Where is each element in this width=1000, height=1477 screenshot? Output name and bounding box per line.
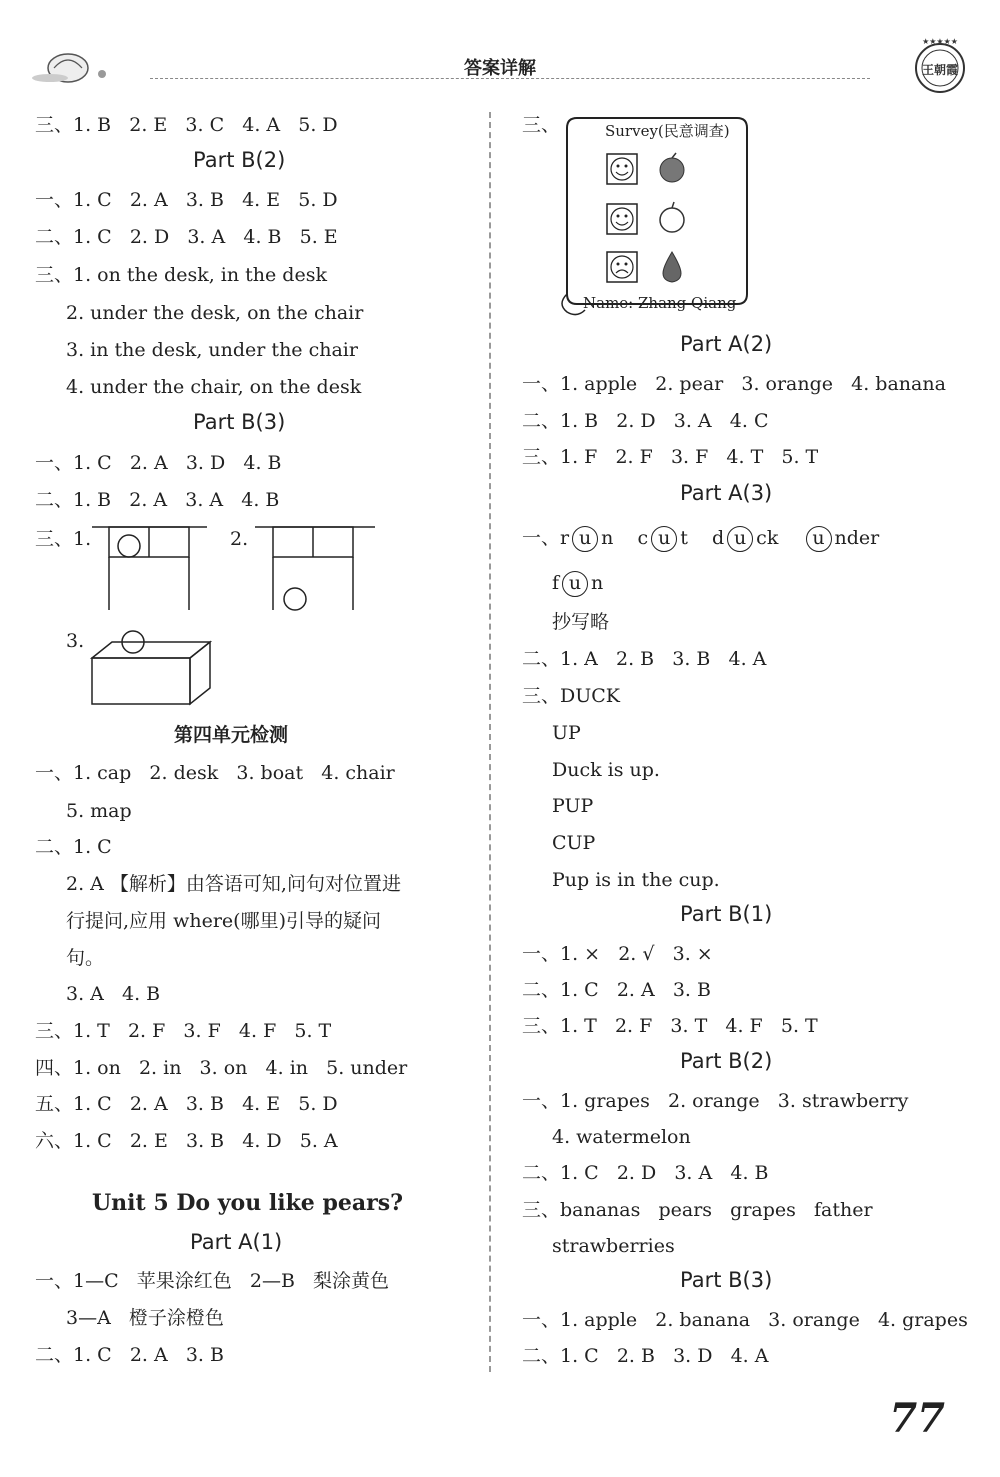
- circled-u: u: [806, 526, 832, 552]
- right-line-21: 三、bananas pears grapes father: [522, 1199, 873, 1221]
- left-line-3: 二、1. C 2. D 3. A 4. B 5. E: [35, 226, 338, 248]
- right-line-22: strawberries: [552, 1235, 675, 1257]
- right-line-3: 二、1. B 2. D 3. A 4. C: [522, 410, 769, 432]
- left-line-23: 一、1—C 苹果涂红色 2—B 梨涂黄色: [35, 1270, 390, 1292]
- left-line-12: 一、1. cap 2. desk 3. boat 4. chair: [35, 762, 395, 784]
- left-line-20: 四、1. on 2. in 3. on 4. in 5. under: [35, 1057, 408, 1079]
- heading-part-b3-left: Part B(3): [193, 410, 286, 434]
- right-line-15: 一、1. × 2. √ 3. ×: [522, 943, 713, 965]
- circled-u: u: [651, 526, 677, 552]
- page-number: 77: [889, 1395, 945, 1442]
- left-line-4: 三、1. on the desk, in the desk: [35, 264, 327, 286]
- right-line-19: 4. watermelon: [552, 1126, 691, 1148]
- circled-u: u: [572, 526, 598, 552]
- right-line-10: UP: [552, 722, 581, 744]
- left-line-19: 三、1. T 2. F 3. F 4. F 5. T: [35, 1020, 332, 1042]
- right-line-7: 抄写略: [552, 611, 610, 633]
- right-line-20: 二、1. C 2. D 3. A 4. B: [522, 1162, 769, 1184]
- right-line-6: f u n: [552, 570, 603, 597]
- left-line-16: 行提问,应用 where(哪里)引导的疑问: [66, 910, 381, 932]
- left-line-22: 六、1. C 2. E 3. B 4. D 5. A: [35, 1130, 338, 1152]
- right-line-4: 三、1. F 2. F 3. F 4. T 5. T: [522, 446, 819, 468]
- left-line-17: 句。: [66, 947, 105, 969]
- survey-name: Name: Zhang Qiang: [583, 294, 737, 312]
- left-line-14: 二、1. C: [35, 836, 112, 858]
- unit5-heading: Unit 5 Do you like pears?: [92, 1190, 403, 1216]
- column-divider: [489, 112, 491, 1372]
- svg-text:王朝霞: 王朝霞: [921, 63, 959, 77]
- left-line-21: 五、1. C 2. A 3. B 4. E 5. D: [35, 1093, 338, 1115]
- heading-part-b3-right: Part B(3): [680, 1268, 773, 1292]
- heading-part-a1: Part A(1): [190, 1230, 283, 1254]
- right-line-9: 三、DUCK: [522, 685, 620, 707]
- right-line-1: 三、: [522, 114, 561, 136]
- heading-part-a2: Part A(2): [680, 332, 773, 356]
- left-line-2: 一、1. C 2. A 3. B 4. E 5. D: [35, 189, 338, 211]
- left-line-8: 一、1. C 2. A 3. D 4. B: [35, 452, 282, 474]
- r5-prefix: 一、: [522, 527, 561, 549]
- right-line-2: 一、1. apple 2. pear 3. orange 4. banana: [522, 373, 946, 395]
- right-line-17: 三、1. T 2. F 3. T 4. F 5. T: [522, 1015, 818, 1037]
- right-line-11: Duck is up.: [552, 759, 660, 781]
- left-line-24: 3—A 橙子涂橙色: [66, 1307, 224, 1329]
- right-line-8: 二、1. A 2. B 3. B 4. A: [522, 648, 767, 670]
- left-line-5: 2. under the desk, on the chair: [66, 302, 364, 324]
- left-line-1: 三、1. B 2. E 3. C 4. A 5. D: [35, 114, 338, 136]
- left-line-7: 4. under the chair, on the desk: [66, 376, 362, 398]
- right-line-5: 一、r u n c u t d u ck u nder: [522, 525, 879, 552]
- heading-part-b2-right: Part B(2): [680, 1049, 773, 1073]
- unit4-test-heading: 第四单元检测: [174, 724, 289, 746]
- right-line-24: 二、1. C 2. B 3. D 4. A: [522, 1345, 769, 1367]
- heading-part-a3: Part A(3): [680, 481, 773, 505]
- circled-u: u: [727, 526, 753, 552]
- left-line-11: 3.: [66, 630, 85, 652]
- right-line-13: CUP: [552, 832, 596, 854]
- right-line-23: 一、1. apple 2. banana 3. orange 4. grapes: [522, 1309, 968, 1331]
- left-line-15: 2. A 【解析】由答语可知,问句对位置进: [66, 873, 401, 895]
- svg-text:★★★★★: ★★★★★: [922, 37, 958, 46]
- desk-drawing-1: [92, 525, 212, 615]
- box-drawing-3: [90, 630, 220, 710]
- left-line-10a: 三、1.: [35, 528, 92, 550]
- left-line-25: 二、1. C 2. A 3. B: [35, 1344, 224, 1366]
- right-line-14: Pup is in the cup.: [552, 869, 720, 891]
- left-line-18: 3. A 4. B: [66, 983, 161, 1005]
- heading-part-b2-left: Part B(2): [193, 148, 286, 172]
- circled-u: u: [562, 571, 588, 597]
- right-line-12: PUP: [552, 795, 594, 817]
- left-line-10b: 2.: [230, 528, 249, 550]
- right-line-18: 一、1. grapes 2. orange 3. strawberry: [522, 1090, 909, 1112]
- brand-seal-icon: [910, 36, 970, 96]
- desk-drawing-2: [255, 525, 385, 615]
- left-line-9: 二、1. B 2. A 3. A 4. B: [35, 489, 280, 511]
- right-line-16: 二、1. C 2. A 3. B: [522, 979, 711, 1001]
- header-title: 答案详解: [464, 58, 536, 79]
- page-header: [30, 37, 970, 90]
- left-line-6: 3. in the desk, under the chair: [66, 339, 358, 361]
- survey-title: Survey(民意调查): [605, 122, 730, 140]
- heading-part-b1: Part B(1): [680, 902, 773, 926]
- left-line-13: 5. map: [66, 800, 132, 822]
